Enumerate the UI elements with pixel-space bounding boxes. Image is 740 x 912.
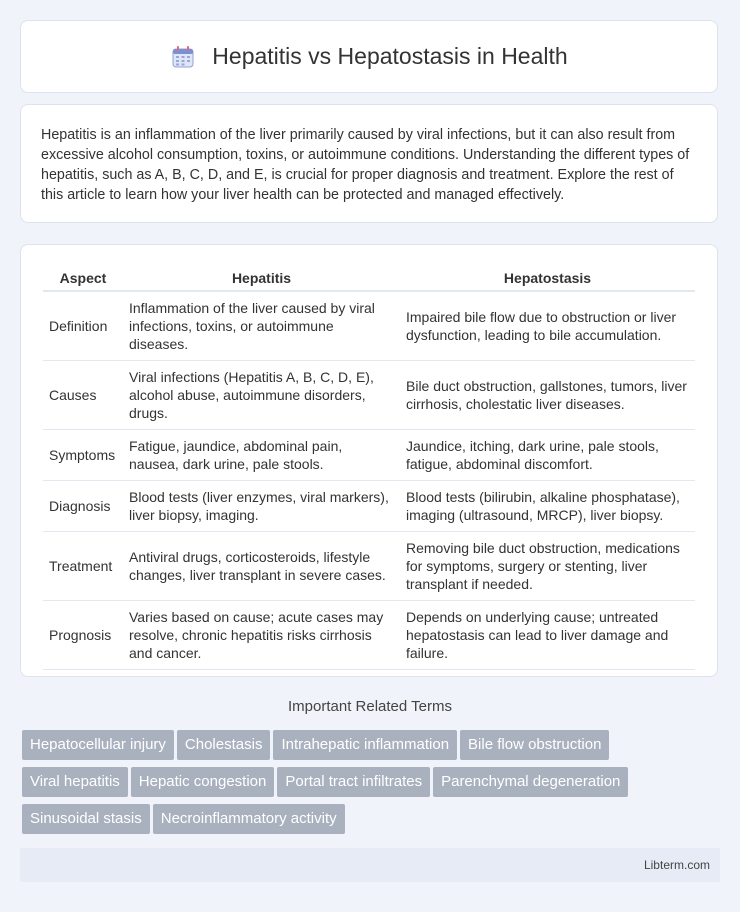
comparison-table-card <box>20 244 718 677</box>
row-aspect: Definition <box>43 292 123 361</box>
row-hepatitis: Viral infections (Hepatitis A, B, C, D, E), alcohol abuse, autoimmune disorders, drugs. <box>123 361 400 430</box>
related-term-tag[interactable]: Hepatic congestion <box>131 767 275 797</box>
row-hepatostasis: Blood tests (bilirubin, alkaline phosphatase), imaging (ultrasound, MRCP), liver biopsy. <box>400 481 695 532</box>
row-hepatitis: Antiviral drugs, corticosteroids, lifestyle changes, liver transplant in severe cases. <box>123 532 400 601</box>
calendar-icon <box>170 44 196 70</box>
table-row <box>43 361 695 430</box>
related-term-tag[interactable]: Cholestasis <box>177 730 271 760</box>
intro-card <box>20 104 718 223</box>
row-hepatitis: Inflammation of the liver caused by viral infections, toxins, or autoimmune diseases. <box>123 292 400 361</box>
table-row <box>43 430 695 481</box>
row-aspect: Symptoms <box>43 430 123 481</box>
table-header-row <box>43 265 695 292</box>
row-aspect: Diagnosis <box>43 481 123 532</box>
related-term-tag[interactable]: Hepatocellular injury <box>22 730 174 760</box>
row-hepatitis: Fatigue, jaundice, abdominal pain, nausea, dark urine, pale stools. <box>123 430 400 481</box>
header-card <box>20 20 718 93</box>
related-term-tag[interactable]: Sinusoidal stasis <box>22 804 150 834</box>
header-hepatostasis: Hepatostasis <box>400 265 695 292</box>
row-hepatitis: Varies based on cause; acute cases may resolve, chronic hepatitis risks cirrhosis and cancer. <box>123 601 400 670</box>
related-term-tag[interactable]: Portal tract infiltrates <box>277 767 430 797</box>
footer <box>20 848 720 882</box>
related-terms-title: Important Related Terms <box>288 698 452 715</box>
related-term-tag[interactable]: Parenchymal degeneration <box>433 767 628 797</box>
related-term-tag[interactable]: Intrahepatic inflammation <box>273 730 457 760</box>
comparison-table <box>43 265 695 670</box>
row-hepatitis: Blood tests (liver enzymes, viral markers), liver biopsy, imaging. <box>123 481 400 532</box>
related-term-tag[interactable]: Necroinflammatory activity <box>153 804 345 834</box>
table-row <box>43 481 695 532</box>
row-aspect: Prognosis <box>43 601 123 670</box>
page-title: Hepatitis vs Hepatostasis in Health <box>212 43 568 69</box>
header-hepatitis: Hepatitis <box>123 265 400 292</box>
row-aspect: Causes <box>43 361 123 430</box>
related-terms-list <box>22 730 722 841</box>
row-hepatostasis: Depends on underlying cause; untreated hepatostasis can lead to liver damage and failure. <box>400 601 695 670</box>
table-row <box>43 532 695 601</box>
row-hepatostasis: Impaired bile flow due to obstruction or liver dysfunction, leading to bile accumulation. <box>400 292 695 361</box>
row-hepatostasis: Jaundice, itching, dark urine, pale stools, fatigue, abdominal discomfort. <box>400 430 695 481</box>
footer-site-link[interactable]: Libterm.com <box>643 858 710 872</box>
related-term-tag[interactable]: Viral hepatitis <box>22 767 128 797</box>
header-aspect: Aspect <box>43 265 123 292</box>
related-term-tag[interactable]: Bile flow obstruction <box>460 730 609 760</box>
row-hepatostasis: Removing bile duct obstruction, medications for symptoms, surgery or stenting, liver transplant if needed. <box>400 532 695 601</box>
row-aspect: Treatment <box>43 532 123 601</box>
intro-text: Hepatitis is an inflammation of the liver primarily caused by viral infections, but it can also result from excessive alcohol consumption, toxins, or autoimmune conditions. Understanding the different types of hepatitis, such as A, B, C, D, and E, is crucial for proper diagnosis and treatment. Explore the rest of this article to learn how your liver health can be protected and managed effectively. <box>41 127 690 203</box>
row-hepatostasis: Bile duct obstruction, gallstones, tumors, liver cirrhosis, cholestatic liver diseases. <box>400 361 695 430</box>
table-row <box>43 601 695 670</box>
table-row <box>43 292 695 361</box>
